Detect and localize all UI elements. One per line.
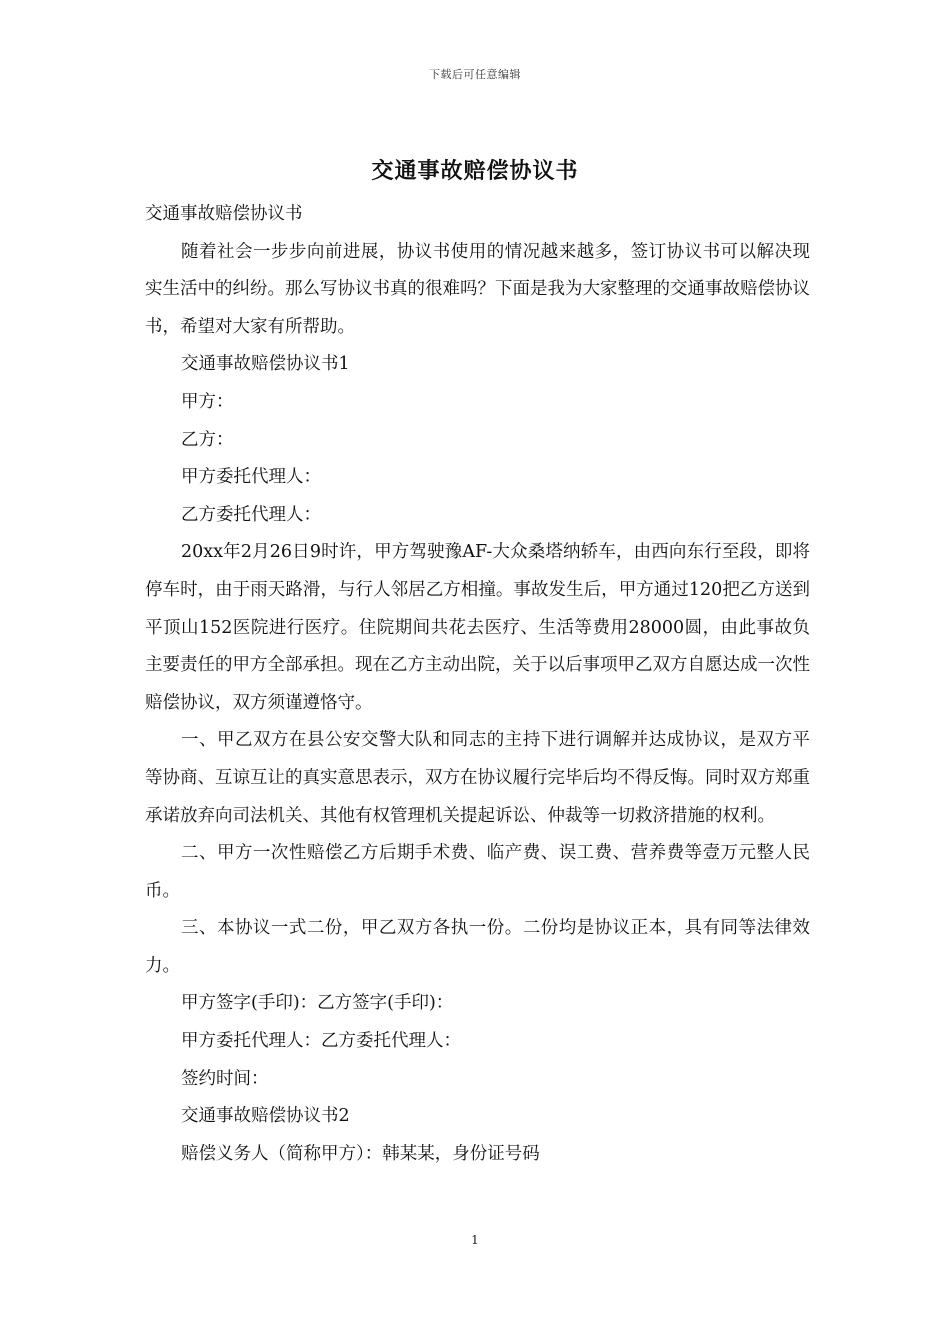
document-title: 交通事故赔偿协议书	[371, 158, 579, 184]
paragraph-party-b: 乙方：	[181, 429, 234, 450]
paragraph-agent-signatures: 甲方委托代理人：乙方委托代理人：	[181, 1031, 461, 1052]
paragraph-accident-description: 20xx年2月26日9时许，甲方驾驶豫AF-大众桑塔纳轿车，由西向东行至段，即将停车时，由于雨天路滑，与行人邻居乙方相撞。事故发生后，甲方通过120把乙方送到平顶山152医院进行医疗。住院期间共花去医疗、生活等费用28000圆，由此事故负主要责任的甲方全部承担。现在乙方主动出院，关于以后事项甲乙双方自愿达成一次性赔偿协议，双方须谨遵恪守。	[145, 542, 810, 713]
paragraph-clause-1: 一、甲乙双方在县公安交警大队和同志的主持下进行调解并达成协议，是双方平等协商、互谅互让的真实意思表示，双方在协议履行完毕后均不得反悔。同时双方郑重承诺放弃向司法机关、其他有权管理机关提起诉讼、仲裁等一切救济措施的权利。	[145, 730, 810, 826]
paragraph-signatures: 甲方签字(手印)：乙方签字(手印)：	[181, 993, 454, 1014]
paragraph-party-a-agent: 甲方委托代理人：	[181, 467, 321, 488]
paragraph-section-heading-2: 交通事故赔偿协议书2	[181, 1106, 350, 1127]
paragraph-clause-2: 二、甲方一次性赔偿乙方后期手术费、临产费、误工费、营养费等壹万元整人民币。	[145, 843, 810, 901]
paragraph-party-a: 甲方：	[181, 391, 234, 412]
paragraph-section-heading: 交通事故赔偿协议书1	[181, 354, 350, 375]
paragraph-subtitle: 交通事故赔偿协议书	[145, 204, 303, 224]
paragraph-signing-date: 签约时间：	[181, 1068, 269, 1089]
paragraph-clause-3: 三、本协议一式二份，甲乙双方各执一份。二份均是协议正本，具有同等法律效力。	[145, 918, 810, 976]
document-body	[145, 196, 810, 1173]
paragraph-party-b-agent: 乙方委托代理人：	[181, 504, 321, 525]
paragraph-intro: 随着社会一步步向前进展，协议书使用的情况越来越多，签订协议书可以解决现实生活中的纠纷。那么写协议书真的很难吗？下面是我为大家整理的交通事故赔偿协议书，希望对大家有所帮助。	[145, 241, 810, 337]
paragraph-obligor: 赔偿义务人（简称甲方）：韩某某，身份证号码	[181, 1143, 540, 1164]
header-note: 下载后可任意编辑	[429, 68, 521, 81]
page-number: 1	[471, 1233, 479, 1247]
